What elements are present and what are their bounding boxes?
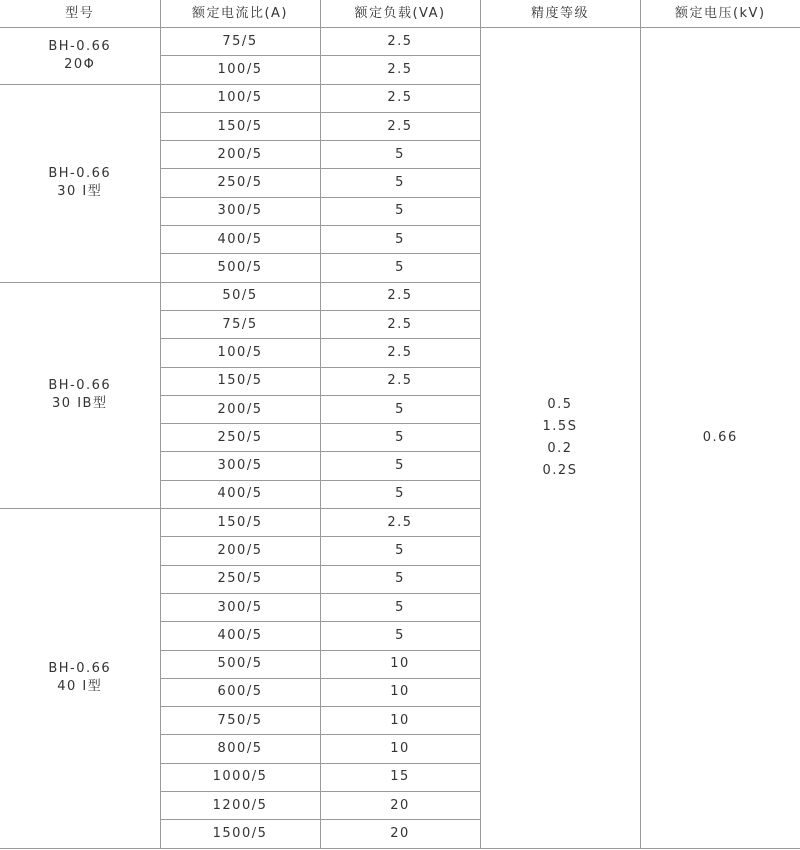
model-cell xyxy=(0,509,160,849)
ratio-cell: 500/5 xyxy=(160,254,320,282)
accuracy-line: 0.2S xyxy=(542,462,578,478)
accuracy-line: 0.5 xyxy=(547,396,573,412)
load-cell: 2.5 xyxy=(320,84,480,112)
header-accuracy: 精度等级 xyxy=(480,0,640,28)
ratio-cell: 150/5 xyxy=(160,509,320,537)
ratio-cell: 800/5 xyxy=(160,735,320,763)
load-cell: 2.5 xyxy=(320,310,480,338)
ratio-cell: 1500/5 xyxy=(160,820,320,848)
load-cell: 2.5 xyxy=(320,112,480,140)
load-cell: 5 xyxy=(320,169,480,197)
ratio-cell: 75/5 xyxy=(160,28,320,56)
model-line: BH-0.66 xyxy=(48,378,112,394)
load-cell: 10 xyxy=(320,735,480,763)
accuracy-line: 1.5S xyxy=(542,418,578,434)
accuracy-cell xyxy=(480,28,640,849)
ratio-cell: 400/5 xyxy=(160,480,320,508)
load-cell: 2.5 xyxy=(320,339,480,367)
ratio-cell: 75/5 xyxy=(160,310,320,338)
ratio-cell: 400/5 xyxy=(160,622,320,650)
load-cell: 5 xyxy=(320,197,480,225)
model-line: 30 ⅠB型 xyxy=(52,396,108,412)
accuracy-line: 0.2 xyxy=(547,440,573,456)
header-voltage: 额定电压(kV) xyxy=(640,0,800,28)
model-cell xyxy=(0,84,160,282)
table-row xyxy=(0,28,800,56)
load-cell: 2.5 xyxy=(320,56,480,84)
load-cell: 10 xyxy=(320,678,480,706)
model-line: BH-0.66 xyxy=(48,38,112,54)
ratio-cell: 300/5 xyxy=(160,452,320,480)
ratio-cell: 50/5 xyxy=(160,282,320,310)
load-cell: 2.5 xyxy=(320,28,480,56)
load-cell: 5 xyxy=(320,395,480,423)
model-line: BH-0.66 xyxy=(48,661,112,677)
load-cell: 2.5 xyxy=(320,367,480,395)
model-line: 20Φ xyxy=(64,56,96,72)
ratio-cell: 300/5 xyxy=(160,593,320,621)
ratio-cell: 200/5 xyxy=(160,537,320,565)
load-cell: 15 xyxy=(320,763,480,791)
load-cell: 5 xyxy=(320,537,480,565)
model-line: BH-0.66 xyxy=(48,166,112,182)
ratio-cell: 200/5 xyxy=(160,395,320,423)
header-ratio: 额定电流比(A) xyxy=(160,0,320,28)
load-cell: 5 xyxy=(320,593,480,621)
voltage-cell: 0.66 xyxy=(640,28,800,849)
ratio-cell: 1000/5 xyxy=(160,763,320,791)
load-cell: 20 xyxy=(320,792,480,820)
load-cell: 5 xyxy=(320,622,480,650)
load-cell: 10 xyxy=(320,650,480,678)
ratio-cell: 100/5 xyxy=(160,84,320,112)
load-cell: 5 xyxy=(320,254,480,282)
ratio-cell: 100/5 xyxy=(160,339,320,367)
ratio-cell: 150/5 xyxy=(160,367,320,395)
load-cell: 2.5 xyxy=(320,509,480,537)
model-cell xyxy=(0,282,160,508)
ratio-cell: 500/5 xyxy=(160,650,320,678)
ratio-cell: 200/5 xyxy=(160,141,320,169)
load-cell: 5 xyxy=(320,226,480,254)
load-cell: 5 xyxy=(320,424,480,452)
load-cell: 20 xyxy=(320,820,480,848)
load-cell: 2.5 xyxy=(320,282,480,310)
ratio-cell: 100/5 xyxy=(160,56,320,84)
load-cell: 5 xyxy=(320,141,480,169)
ratio-cell: 1200/5 xyxy=(160,792,320,820)
header-model: 型号 xyxy=(0,0,160,28)
ratio-cell: 250/5 xyxy=(160,424,320,452)
model-line: 30 Ⅰ型 xyxy=(57,184,103,200)
ratio-cell: 600/5 xyxy=(160,678,320,706)
load-cell: 5 xyxy=(320,452,480,480)
ratio-cell: 400/5 xyxy=(160,226,320,254)
ratio-cell: 750/5 xyxy=(160,707,320,735)
ratio-cell: 250/5 xyxy=(160,565,320,593)
header-load: 额定负载(VA) xyxy=(320,0,480,28)
ratio-cell: 150/5 xyxy=(160,112,320,140)
model-cell xyxy=(0,28,160,85)
header-row xyxy=(0,0,800,28)
ratio-cell: 250/5 xyxy=(160,169,320,197)
load-cell: 5 xyxy=(320,480,480,508)
load-cell: 10 xyxy=(320,707,480,735)
load-cell: 5 xyxy=(320,565,480,593)
ratio-cell: 300/5 xyxy=(160,197,320,225)
spec-table-body xyxy=(0,28,800,849)
model-line: 40 Ⅰ型 xyxy=(57,679,103,695)
